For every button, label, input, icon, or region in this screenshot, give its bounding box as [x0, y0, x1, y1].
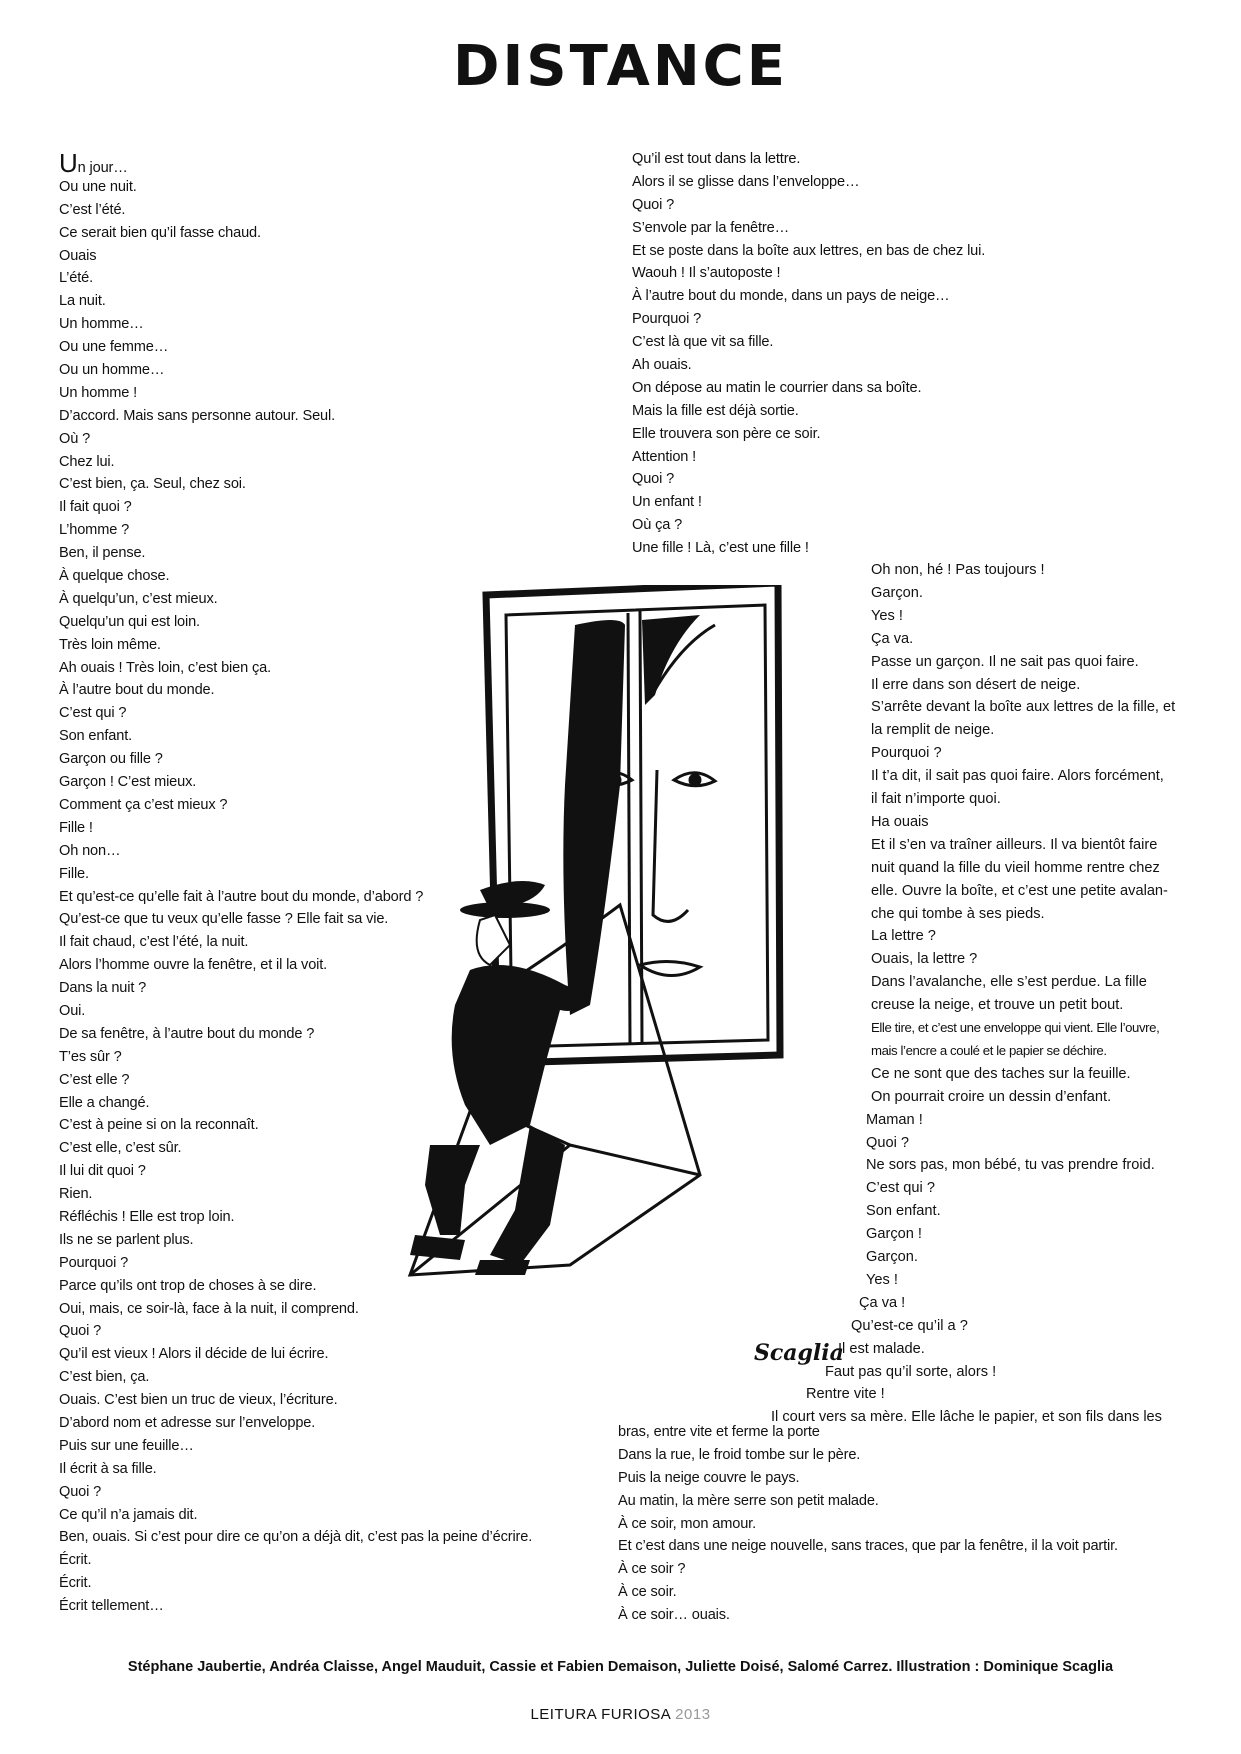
text-line: elle. Ouvre la boîte, et c’est une petite avalan-: [871, 882, 1168, 899]
first-line: [59, 148, 532, 178]
text-line: Puis sur une feuille…: [59, 1437, 194, 1454]
text-line: Où ?: [59, 430, 91, 447]
text-line: T’es sûr ?: [59, 1048, 122, 1065]
text-line: Quoi ?: [59, 1323, 102, 1340]
text-line: Comment ça c’est mieux ?: [59, 796, 228, 813]
text-line: Ouais, la lettre ?: [871, 951, 978, 968]
text-line: Et qu’est-ce qu’elle fait à l’autre bout du monde, d’abord ?: [59, 888, 424, 905]
text-line: C’est elle ?: [59, 1071, 130, 1088]
text-line: Un homme…: [59, 316, 144, 333]
text-line: nuit quand la fille du vieil homme rentre chez: [871, 859, 1160, 876]
text-line: Elle tire, et c’est une enveloppe qui vient. Elle l’ouvre,: [871, 1020, 1160, 1035]
first-line-text: n jour…: [77, 160, 128, 176]
text-line: Chez lui.: [59, 453, 115, 470]
text-line: Garçon.: [866, 1249, 918, 1265]
text-line: Quoi ?: [632, 471, 675, 488]
right-bottom-text-column: [618, 1421, 1118, 1627]
text-line: Ha ouais: [871, 813, 929, 830]
text-line: C’est qui ?: [59, 705, 127, 722]
text-line: Ne sors pas, mon bébé, tu vas prendre froid.: [866, 1157, 1155, 1174]
page-title: DISTANCE: [452, 34, 789, 99]
text-line: D’abord nom et adresse sur l’enveloppe.: [59, 1414, 316, 1431]
text-line: mais l’encre a coulé et le papier se déchire.: [871, 1042, 1107, 1058]
text-line: Il t’a dit, il sait pas quoi faire. Alors forcément,: [871, 768, 1164, 785]
text-line: À quelque chose.: [59, 568, 170, 585]
drop-cap: U: [59, 148, 78, 178]
text-line: Garçon ou fille ?: [59, 751, 163, 768]
text-line: Quoi ?: [59, 1483, 102, 1500]
text-line: Ah ouais.: [632, 357, 692, 374]
text-line: Pourquoi ?: [632, 311, 702, 328]
text-line: Il écrit à sa fille.: [59, 1460, 157, 1477]
text-line: L’homme ?: [59, 522, 130, 539]
text-line: La nuit.: [59, 293, 106, 310]
text-line: Qu’est-ce qu’il a ?: [851, 1317, 968, 1334]
text-line: Il fait quoi ?: [59, 499, 132, 516]
text-line: Une fille ! Là, c’est une fille !: [632, 540, 809, 557]
text-line: Il court vers sa mère. Elle lâche le papier, et son fils dans les: [771, 1409, 1162, 1426]
illustration-drawing: [370, 585, 790, 1365]
signature: Scaglia: [754, 1340, 844, 1366]
text-line: Alors l’homme ouvre la fenêtre, et il la voit.: [59, 957, 328, 974]
text-line: C’est elle, c’est sûr.: [59, 1140, 182, 1157]
text-line: il fait n’importe quoi.: [871, 791, 1001, 807]
text-line: Ah ouais ! Très loin, c’est bien ça.: [59, 659, 271, 676]
text-line: C’est bien, ça. Seul, chez soi.: [59, 476, 246, 493]
text-line: Passe un garçon. Il ne sait pas quoi faire.: [871, 653, 1139, 670]
text-line: Garçon.: [871, 584, 923, 601]
text-line: bras, entre vite et ferme la porte: [618, 1424, 820, 1440]
text-line: Un homme !: [59, 384, 137, 401]
text-line: Ouais. C’est bien un truc de vieux, l’écriture.: [59, 1392, 338, 1409]
text-line: Son enfant.: [59, 728, 133, 745]
text-line: Elle a changé.: [59, 1094, 150, 1111]
text-line: Ça va.: [871, 630, 914, 647]
text-line: Ça va !: [859, 1294, 906, 1311]
text-line: Dans l’avalanche, elle s’est perdue. La fille: [871, 974, 1147, 991]
text-line: Faut pas qu’il sorte, alors !: [825, 1363, 997, 1380]
text-line: Pourquoi ?: [871, 745, 942, 762]
text-line: la remplit de neige.: [871, 722, 995, 739]
text-line: À l’autre bout du monde.: [59, 682, 215, 699]
text-line: Oui, mais, ce soir-là, face à la nuit, il comprend.: [59, 1300, 359, 1317]
text-line: Rien.: [59, 1186, 93, 1203]
text-line: Rentre vite !: [806, 1386, 885, 1403]
text-line: Qu’est-ce que tu veux qu’elle fasse ? Elle fait sa vie.: [59, 911, 389, 928]
text-line: À ce soir… ouais.: [618, 1607, 730, 1624]
hair: [563, 615, 700, 1015]
text-line: Attention !: [632, 448, 697, 465]
text-line: Oh non, hé ! Pas toujours !: [871, 562, 1045, 578]
text-line: creuse la neige, et trouve un petit bout.: [871, 997, 1124, 1014]
text-line: À ce soir.: [618, 1584, 677, 1601]
text-line: Ou une femme…: [59, 339, 169, 356]
text-line: che qui tombe à ses pieds.: [871, 905, 1045, 922]
text-line: Ben, ouais. Si c’est pour dire ce qu’on a déjà dit, c’est pas la peine d’écrire.: [59, 1529, 533, 1546]
text-line: Ce qu’il n’a jamais dit.: [59, 1506, 198, 1523]
text-line: Il est malade.: [838, 1340, 925, 1357]
text-line: Et il s’en va traîner ailleurs. Il va bientôt faire: [871, 836, 1158, 853]
text-line: Dans la nuit ?: [59, 980, 147, 997]
text-line: Ils ne se parlent plus.: [59, 1231, 194, 1248]
text-line: Et c’est dans une neige nouvelle, sans traces, que par la fenêtre, il la voit partir.: [618, 1538, 1118, 1555]
text-line: De sa fenêtre, à l’autre bout du monde ?: [59, 1025, 315, 1042]
text-line: Écrit.: [59, 1552, 92, 1569]
footer: [0, 1706, 1241, 1723]
text-line: Garçon ! C’est mieux.: [59, 774, 197, 791]
footer-name: LEITURA FURIOSA: [530, 1706, 671, 1723]
text-line: Réfléchis ! Elle est trop loin.: [59, 1208, 235, 1225]
text-line: Écrit tellement…: [59, 1598, 164, 1615]
text-line: Fille !: [59, 819, 93, 836]
text-line: Puis la neige couvre le pays.: [618, 1469, 800, 1486]
text-line: C’est l’été.: [59, 201, 126, 218]
text-line: On dépose au matin le courrier dans sa boîte.: [632, 379, 922, 396]
text-line: Il lui dit quoi ?: [59, 1163, 146, 1180]
text-line: Quoi ?: [632, 196, 675, 213]
text-line: Maman !: [866, 1111, 923, 1128]
text-line: Parce qu’ils ont trop de choses à se dire.: [59, 1277, 317, 1294]
text-line: Quelqu’un qui est loin.: [59, 613, 200, 630]
text-line: C’est bien, ça.: [59, 1369, 150, 1386]
text-line: Où ça ?: [632, 517, 683, 534]
text-line: À ce soir ?: [618, 1561, 686, 1578]
text-line: La lettre ?: [871, 928, 936, 945]
text-line: Son enfant.: [866, 1203, 941, 1220]
text-line: C’est qui ?: [866, 1180, 935, 1197]
text-line: Oh non…: [59, 842, 121, 859]
text-line: Mais la fille est déjà sortie.: [632, 402, 799, 419]
text-line: Oui.: [59, 1002, 86, 1019]
text-line: Qu’il est vieux ! Alors il décide de lui écrire.: [59, 1346, 329, 1363]
text-line: S’arrête devant la boîte aux lettres de la fille, et: [871, 699, 1176, 716]
text-line: Ou un homme…: [59, 362, 165, 379]
text-line: Dans la rue, le froid tombe sur le père.: [618, 1446, 861, 1463]
man-figure: [410, 881, 590, 1275]
text-line: Alors il se glisse dans l’enveloppe…: [632, 173, 860, 190]
text-line: L’été.: [59, 270, 93, 287]
text-line: Yes !: [871, 607, 903, 624]
text-line: Très loin même.: [59, 636, 161, 653]
right-top-text-column: [632, 148, 985, 560]
text-line: Elle trouvera son père ce soir.: [632, 425, 821, 442]
text-line: Ben, il pense.: [59, 545, 146, 562]
text-line: À l’autre bout du monde, dans un pays de neige…: [632, 288, 950, 305]
text-line: On pourrait croire un dessin d’enfant.: [871, 1088, 1112, 1105]
text-line: C’est à peine si on la reconnaît.: [59, 1117, 259, 1134]
text-line: C’est là que vit sa fille.: [632, 334, 774, 351]
text-line: Garçon !: [866, 1226, 922, 1243]
text-line: Ce ne sont que des taches sur la feuille.: [871, 1065, 1131, 1082]
text-line: D’accord. Mais sans personne autour. Seul.: [59, 407, 335, 424]
text-line: Ce serait bien qu’il fasse chaud.: [59, 224, 261, 241]
text-line: Yes !: [866, 1271, 898, 1288]
text-line: Pourquoi ?: [59, 1254, 129, 1271]
text-line: À ce soir, mon amour.: [618, 1515, 756, 1532]
text-line: Qu’il est tout dans la lettre.: [632, 151, 801, 167]
text-line: Ou une nuit.: [59, 178, 137, 195]
text-line: À quelqu’un, c’est mieux.: [59, 590, 218, 607]
credits: Stéphane Jaubertie, Andréa Claisse, Angel Mauduit, Cassie et Fabien Demaison, Juliette Doisé, Salomé Carrez. Illustration : Dominique Scaglia: [127, 1659, 1114, 1675]
text-line: Écrit.: [59, 1575, 92, 1592]
text-line: S’envole par la fenêtre…: [632, 219, 790, 236]
text-line: Ouais: [59, 247, 97, 264]
text-line: Waouh ! Il s’autoposte !: [632, 265, 781, 282]
text-line: Il erre dans son désert de neige.: [871, 676, 1081, 693]
text-line: Et se poste dans la boîte aux lettres, en bas de chez lui.: [632, 242, 986, 259]
text-line: Il fait chaud, c’est l’été, la nuit.: [59, 934, 249, 951]
text-line: Fille.: [59, 865, 89, 882]
text-line: Un enfant !: [632, 494, 702, 511]
text-line: Au matin, la mère serre son petit malade.: [618, 1492, 879, 1509]
text-line: Quoi ?: [866, 1134, 909, 1151]
footer-year: 2013: [675, 1706, 711, 1723]
